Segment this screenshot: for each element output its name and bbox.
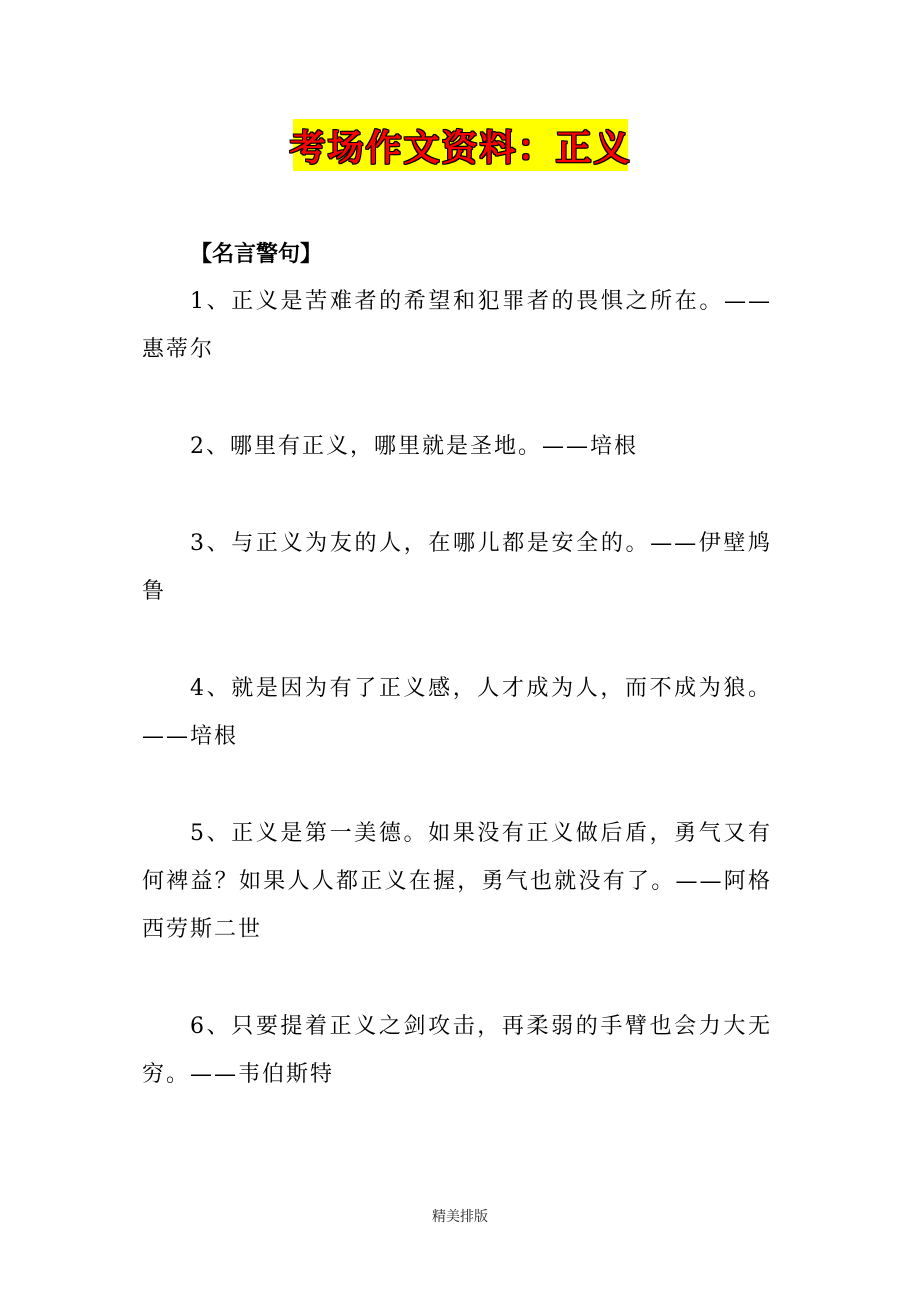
- quote-6: 6、只要提着正义之剑攻击，再柔弱的手臂也会力大无穷。——韦伯斯特: [142, 1014, 772, 1087]
- quote-2: 2、哪里有正义，哪里就是圣地。——培根: [190, 434, 638, 459]
- quote-4: 4、就是因为有了正义感，人才成为人，而不成为狼。——培根: [142, 676, 772, 749]
- page-title: 考场作文资料：正义: [289, 127, 632, 169]
- page-footer: 精美排版: [432, 1209, 488, 1225]
- quote-1: 1、正义是苦难者的希望和犯罪者的畏惧之所在。——惠蒂尔: [142, 289, 772, 362]
- title-highlight: [289, 119, 632, 171]
- document-body: [142, 230, 772, 1148]
- quote-5: 5、正义是第一美德。如果没有正义做后盾，勇气又有何裨益？如果人人都正义在握，勇气也就没有了。——阿格西劳斯二世: [142, 821, 772, 942]
- section-heading: 【名言警句】: [190, 241, 323, 267]
- quote-3: 3、与正义为友的人，在哪儿都是安全的。——伊壁鸠鲁: [142, 531, 772, 604]
